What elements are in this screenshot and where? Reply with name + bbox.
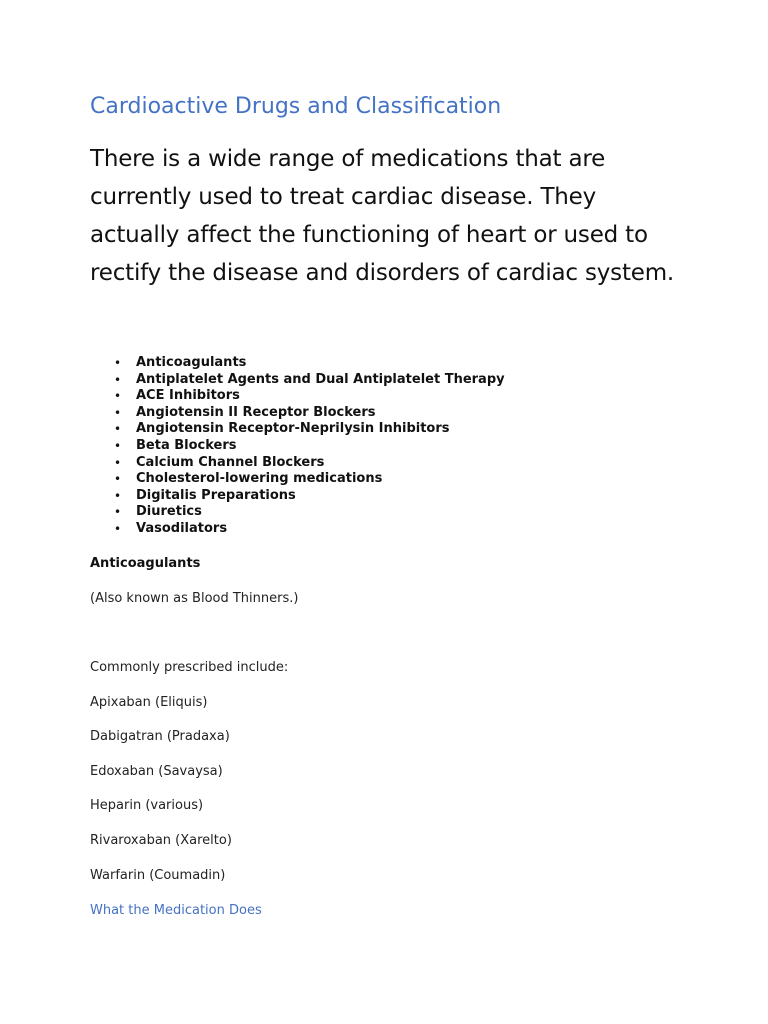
- drug-item: Edoxaban (Savaysa): [90, 764, 223, 779]
- list-item: [90, 438, 505, 455]
- list-item: [90, 521, 505, 538]
- bullet-icon: •: [114, 389, 122, 404]
- medication-does-link[interactable]: What the Medication Does: [90, 903, 262, 918]
- intro-paragraph: There is a wide range of medications that are currently used to treat cardiac disease. They actually affect the functioning of heart or used to rectify the disease and disorders of cardiac system.: [90, 146, 675, 286]
- drug-class-label: Beta Blockers: [136, 437, 237, 453]
- drug-class-label: Cholesterol-lowering medications: [136, 471, 383, 487]
- drug-class-label: Angiotensin Receptor-Neprilysin Inhibitors: [136, 421, 450, 437]
- bullet-icon: •: [114, 422, 122, 437]
- drug-class-label: Angiotensin II Receptor Blockers: [136, 404, 376, 420]
- drug-class-label: Anticoagulants: [136, 355, 247, 370]
- list-item: [90, 455, 505, 472]
- list-item: [90, 504, 505, 521]
- drug-class-label: Vasodilators: [136, 520, 228, 536]
- bullet-icon: •: [114, 521, 122, 536]
- drug-item: Dabigatran (Pradaxa): [90, 729, 230, 744]
- bullet-icon: •: [114, 372, 122, 387]
- aka-text: (Also known as Blood Thinners.): [90, 591, 299, 606]
- list-item: [90, 488, 505, 505]
- bullet-icon: •: [114, 356, 122, 370]
- document-title: Cardioactive Drugs and Classification: [90, 94, 502, 119]
- bullet-icon: •: [114, 472, 122, 487]
- commonly-prescribed-text: Commonly prescribed include:: [90, 660, 289, 675]
- drug-item: Rivaroxaban (Xarelto): [90, 833, 232, 848]
- drug-class-label: Calcium Channel Blockers: [136, 454, 325, 470]
- bullet-icon: •: [114, 405, 122, 420]
- drug-class-label: Antiplatelet Agents and Dual Antiplatelet Therapy: [136, 371, 505, 387]
- list-item: [90, 471, 505, 488]
- section-heading: Anticoagulants: [90, 556, 201, 571]
- list-item: [90, 372, 505, 389]
- list-item: [90, 405, 505, 422]
- drug-class-label: Diuretics: [136, 504, 202, 520]
- drug-item: Heparin (various): [90, 798, 204, 813]
- bullet-icon: •: [114, 438, 122, 453]
- bullet-icon: •: [114, 488, 122, 503]
- bullet-icon: •: [114, 455, 122, 470]
- drug-class-list: [90, 355, 505, 538]
- list-item: [90, 421, 505, 438]
- list-item: [90, 355, 505, 372]
- bullet-icon: •: [114, 505, 122, 520]
- drug-class-label: Digitalis Preparations: [136, 487, 296, 503]
- list-item: [90, 388, 505, 405]
- drug-item: Apixaban (Eliquis): [90, 695, 208, 710]
- drug-item: Warfarin (Coumadin): [90, 868, 226, 883]
- drug-class-label: ACE Inhibitors: [136, 388, 240, 404]
